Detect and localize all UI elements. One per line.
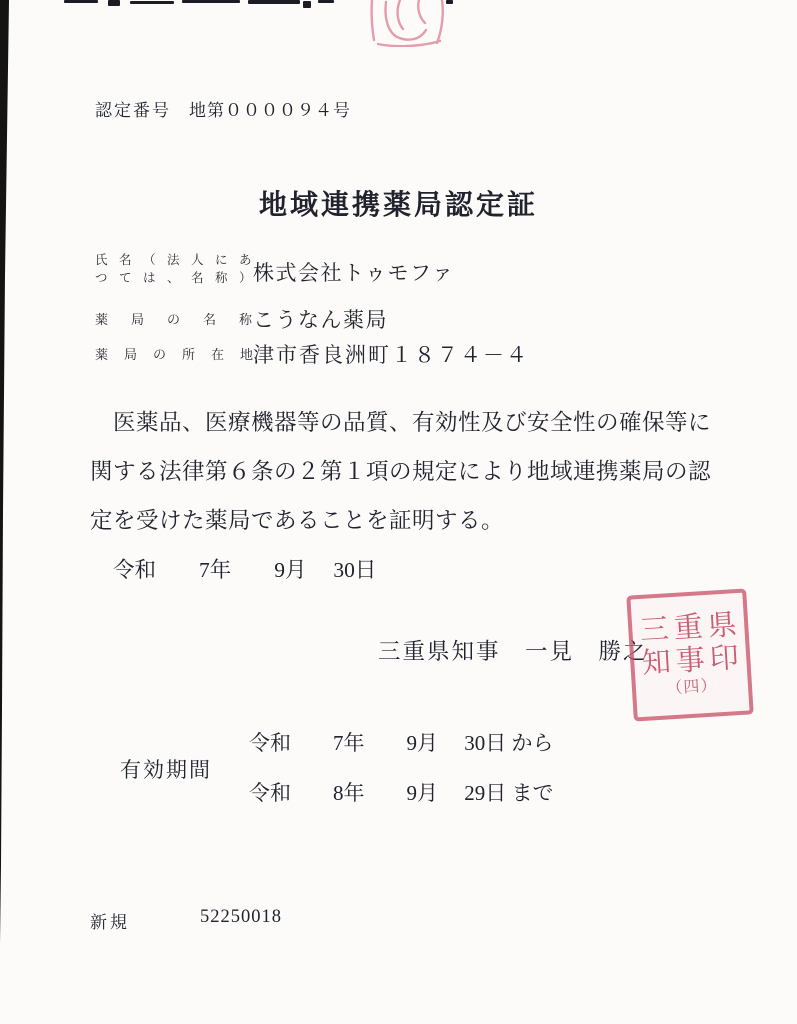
statement-line-1: 医薬品、医療機器等の品質、有効性及び安全性の確保等に bbox=[90, 410, 712, 435]
cert-number-value: 地第００００９４号 bbox=[189, 101, 351, 120]
pharmacy-name-value: こうなん薬局 bbox=[253, 308, 388, 332]
pharmacy-address-label: 薬局の所在地 bbox=[95, 347, 270, 362]
seal-row-1: 三重県 bbox=[638, 608, 743, 647]
validity-from-date: 令和 7年 9月 30日 から bbox=[249, 731, 554, 755]
statement-line-3: 定を受けた薬局であることを証明する。 bbox=[90, 508, 505, 533]
application-number: 52250018 bbox=[200, 907, 282, 927]
validity-to-date: 令和 8年 9月 29日 まで bbox=[249, 781, 554, 805]
governor-seal-icon bbox=[626, 588, 753, 721]
cert-number-line bbox=[95, 96, 351, 121]
name-field-value: 株式会社トゥモファ bbox=[253, 261, 455, 285]
document-title: 地域連携薬局認定証 bbox=[258, 190, 538, 221]
validity-period-label: 有効期間 bbox=[120, 758, 212, 782]
application-type: 新規 bbox=[90, 913, 130, 932]
scan-edge-artifact bbox=[0, 0, 12, 983]
seal-row-2: 知事印 bbox=[640, 641, 745, 680]
cert-number-label: 認定番号 bbox=[95, 101, 171, 120]
certification-statement bbox=[90, 398, 730, 545]
partial-red-stamp-icon bbox=[366, 0, 450, 47]
governor-signature: 三重県知事 一見 勝之 bbox=[378, 639, 648, 664]
issue-date: 令和 7年 9月 30日 bbox=[113, 558, 377, 582]
pharmacy-address-value: 津市香良洲町１８７４－４ bbox=[253, 343, 529, 367]
name-field-label: 氏名（法人にあ つては、名称） bbox=[95, 253, 264, 285]
statement-line-2: 関する法律第６条の２第１項の規定により地域連携薬局の認 bbox=[90, 459, 712, 484]
pharmacy-name-label: 薬局の名称 bbox=[95, 312, 276, 327]
seal-row-3: （四） bbox=[665, 677, 718, 698]
